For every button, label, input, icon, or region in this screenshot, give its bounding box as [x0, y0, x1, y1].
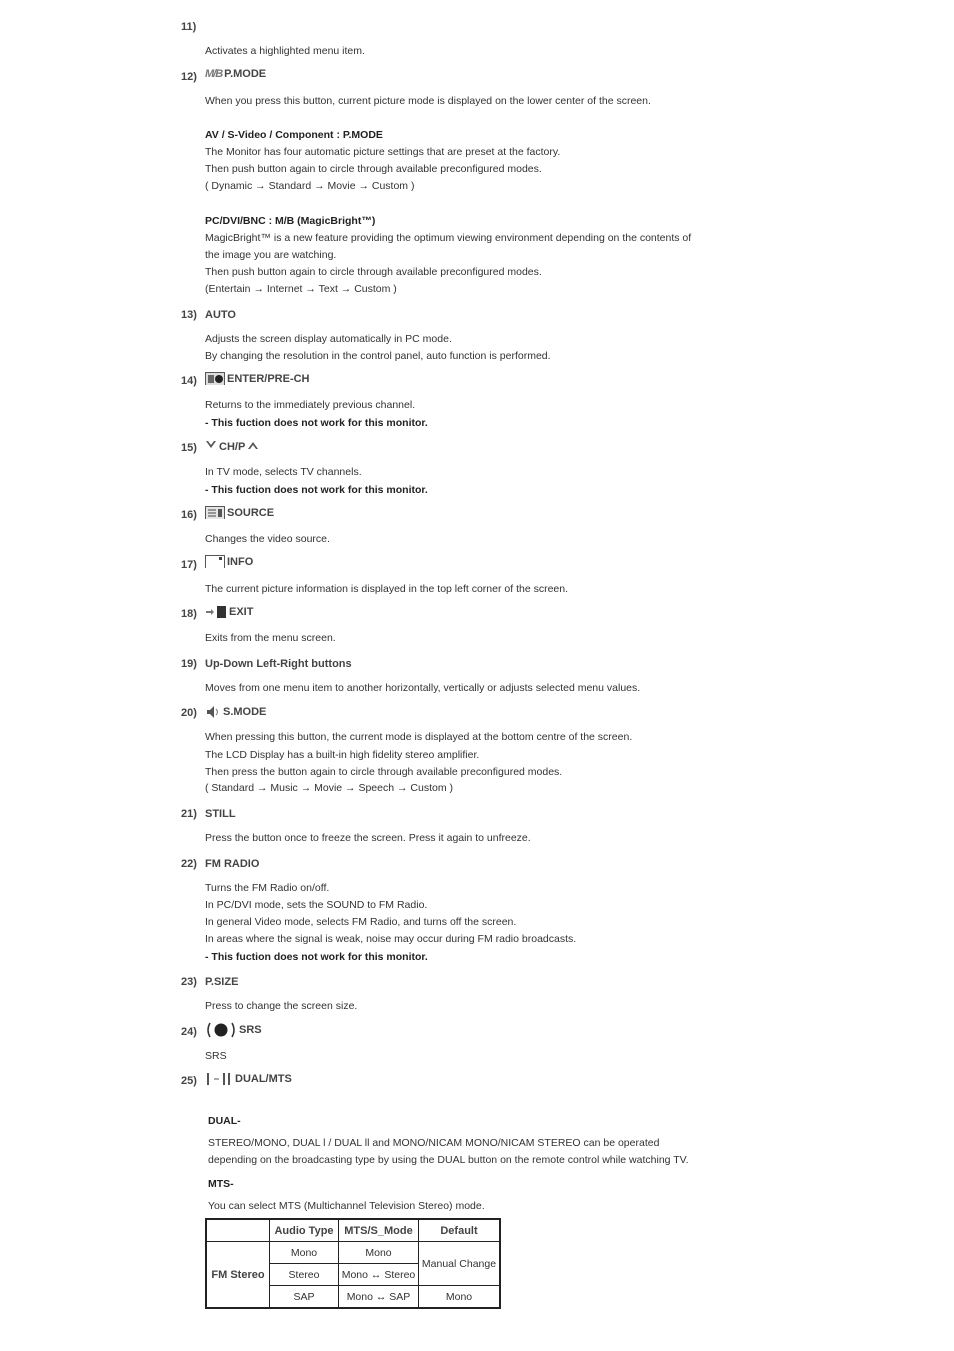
item-description: STEREO/MONO, DUAL l / DUAL ll and MONO/NICAM MONO/NICAM STEREO can be operated: [208, 1137, 660, 1149]
dual-mts-icon: [205, 1072, 233, 1085]
item-description: The Monitor has four automatic picture settings that are preset at the factory.: [205, 146, 561, 158]
item-description: In general Video mode, selects FM Radio, and turns off the screen.: [205, 916, 517, 928]
item-description: Press the button once to freeze the screen. Press it again to unfreeze.: [205, 832, 531, 844]
item-number: 13): [181, 309, 197, 321]
item-description: In TV mode, selects TV channels.: [205, 466, 362, 478]
item-number: 20): [181, 707, 197, 719]
chevron-up-icon: [247, 440, 259, 453]
item-number: 25): [181, 1075, 197, 1087]
item-title: [205, 506, 274, 519]
item-title: [205, 1072, 292, 1085]
exit-icon: [205, 605, 227, 618]
item-note: - This fuction does not work for this monitor.: [205, 417, 428, 429]
item-title-label: CH/P: [219, 440, 246, 453]
item-title-label: S.MODE: [223, 705, 267, 718]
item-title-label: STILL: [205, 808, 236, 820]
item-description: Changes the video source.: [205, 533, 330, 545]
table-header-cell: [206, 1219, 270, 1242]
item-description: By changing the resolution in the control panel, auto function is performed.: [205, 350, 551, 362]
table-cell: Mono: [270, 1242, 339, 1264]
item-title-label: SRS: [239, 1024, 262, 1036]
item-description: ( Dynamic → Standard → Movie → Custom ): [205, 180, 415, 192]
srs-icon: [205, 1022, 237, 1038]
row-label-cell: FM Stereo: [206, 1242, 270, 1309]
item-number: 19): [181, 658, 197, 670]
item-description: Adjusts the screen display automatically in PC mode.: [205, 333, 452, 345]
item-number: 18): [181, 608, 197, 620]
item-description: ( Standard → Music → Movie → Speech → Custom ): [205, 782, 453, 794]
item-description: Then push button again to circle through available preconfigured modes.: [205, 266, 542, 278]
table-cell: SAP: [270, 1286, 339, 1309]
item-number: 24): [181, 1026, 197, 1038]
item-number: 23): [181, 976, 197, 988]
item-title: [205, 705, 266, 718]
item-note: - This fuction does not work for this monitor.: [205, 484, 428, 496]
item-description: When pressing this button, the current mode is displayed at the bottom centre of the screen.: [205, 731, 633, 743]
chevron-down-icon: [205, 440, 217, 453]
item-number: 12): [181, 71, 197, 83]
item-title-label: ENTER/PRE-CH: [227, 372, 310, 385]
item-title-label: P.SIZE: [205, 976, 239, 988]
smode-icon: [205, 705, 221, 718]
table-cell: Mono: [339, 1242, 419, 1264]
item-number: 14): [181, 375, 197, 387]
enter-prech-icon: [205, 372, 225, 385]
item-description: SRS: [205, 1050, 227, 1062]
item-title: [205, 858, 259, 870]
item-title: [205, 309, 236, 321]
sub-heading: AV / S-Video / Component : P.MODE: [205, 129, 383, 141]
item-title-label: INFO: [227, 555, 254, 568]
sub-heading: MTS-: [208, 1178, 234, 1190]
item-title: [205, 555, 253, 568]
item-title-label: SOURCE: [227, 506, 275, 519]
item-title-label: P.MODE: [224, 68, 267, 80]
table-header-row: [206, 1219, 500, 1242]
item-description: You can select MTS (Multichannel Television Stereo) mode.: [208, 1200, 485, 1212]
item-description: The LCD Display has a built-in high fidelity stereo amplifier.: [205, 749, 480, 761]
table-row: [206, 1242, 500, 1264]
item-number: 16): [181, 509, 197, 521]
sub-heading: DUAL-: [208, 1115, 241, 1127]
item-title-label: DUAL/MTS: [235, 1072, 292, 1085]
item-description: Turns the FM Radio on/off.: [205, 882, 330, 894]
item-title: [205, 605, 253, 618]
mts-table: [205, 1218, 501, 1309]
table-cell: Manual Change: [419, 1242, 501, 1286]
item-description: the image you are watching.: [205, 249, 337, 261]
item-description: Moves from one menu item to another horizontally, vertically or adjusts selected menu values.: [205, 682, 641, 694]
item-number: 22): [181, 858, 197, 870]
item-description: When you press this button, current picture mode is displayed on the lower center of the screen.: [205, 95, 651, 107]
item-number: 21): [181, 808, 197, 820]
item-number: 15): [181, 442, 197, 454]
item-description: In PC/DVI mode, sets the SOUND to FM Radio.: [205, 899, 428, 911]
table-header-cell: Default: [419, 1219, 501, 1242]
item-title: [205, 976, 238, 988]
info-icon: [205, 555, 225, 568]
item-description: The current picture information is displayed in the top left corner of the screen.: [205, 583, 569, 595]
item-title-label: Up-Down Left-Right buttons: [205, 658, 352, 670]
item-title-label: AUTO: [205, 309, 236, 321]
item-description: In areas where the signal is weak, noise may occur during FM radio broadcasts.: [205, 933, 577, 945]
item-number: 11): [181, 21, 197, 33]
item-description: MagicBright™ is a new feature providing the optimum viewing environment depending on the contents of: [205, 232, 692, 244]
item-title: [205, 808, 236, 820]
item-description: Then press the button again to circle through available preconfigured modes.: [205, 766, 563, 778]
sub-heading: PC/DVI/BNC : M/B (MagicBright™): [205, 215, 376, 227]
table-cell: Mono ↔ SAP: [339, 1286, 419, 1309]
mb-icon: M/B: [205, 68, 223, 80]
item-description: Activates a highlighted menu item.: [205, 45, 365, 57]
item-title: [205, 372, 310, 385]
item-description: Returns to the immediately previous channel.: [205, 399, 416, 411]
item-description: (Entertain → Internet → Text → Custom ): [205, 283, 397, 295]
item-title: [205, 440, 259, 453]
item-description: Exits from the menu screen.: [205, 632, 336, 644]
table-header-cell: MTS/S_Mode: [339, 1219, 419, 1242]
table-cell: Mono: [419, 1286, 501, 1309]
item-number: 17): [181, 559, 197, 571]
item-description: depending on the broadcasting type by using the DUAL button on the remote control while watching TV.: [208, 1154, 689, 1166]
item-note: - This fuction does not work for this monitor.: [205, 951, 428, 963]
table-cell: Stereo: [270, 1264, 339, 1286]
source-icon: [205, 506, 225, 519]
item-description: Press to change the screen size.: [205, 1000, 358, 1012]
item-title-label: EXIT: [229, 605, 254, 618]
table-header-cell: Audio Type: [270, 1219, 339, 1242]
table-cell: Mono ↔ Stereo: [339, 1264, 419, 1286]
item-title-label: FM RADIO: [205, 858, 260, 870]
item-title: [205, 658, 352, 670]
item-description: Then push button again to circle through available preconfigured modes.: [205, 163, 542, 175]
item-title: [205, 68, 266, 80]
item-title: [205, 1022, 262, 1038]
